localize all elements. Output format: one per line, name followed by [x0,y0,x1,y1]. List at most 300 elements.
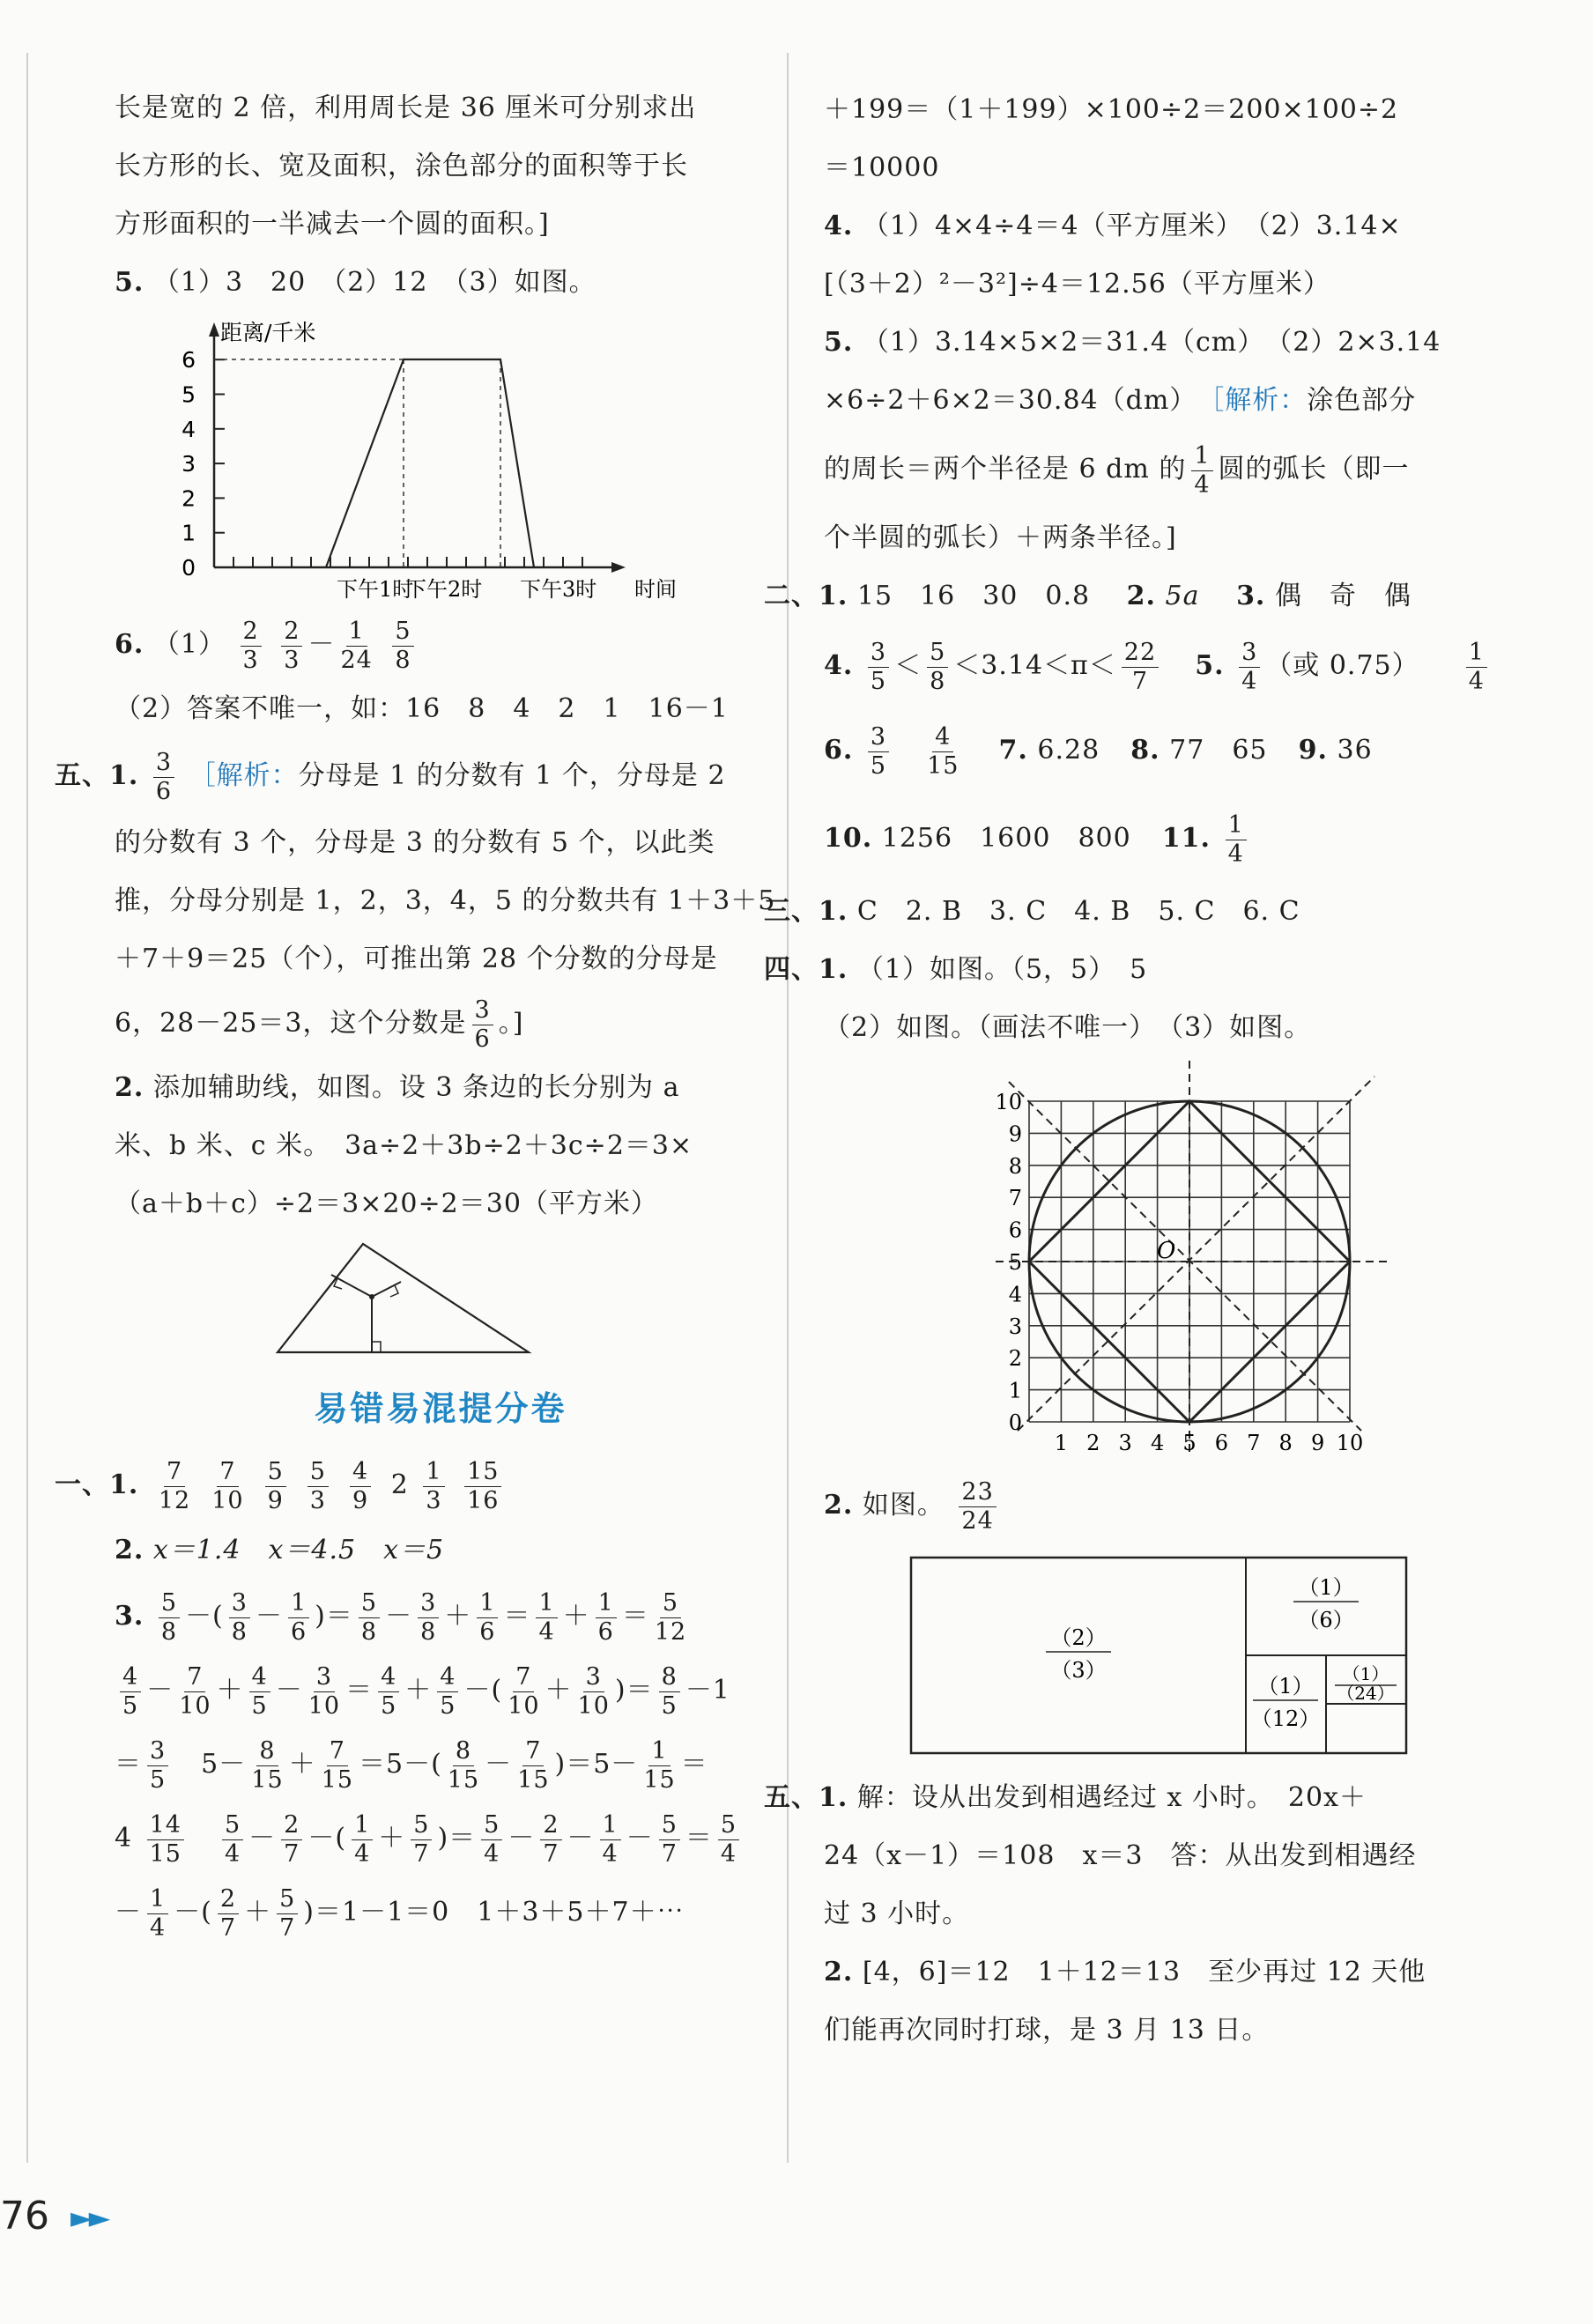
e5-line [764,1769,1542,1827]
text-span: 的周长＝两个半径是 6 dm 的 [824,454,1187,485]
numerator: 5 [481,1811,502,1840]
q-number: 2. [115,1535,144,1565]
numerator: 1 [536,1589,557,1618]
math-text: )＝ [437,1823,477,1854]
denominator: 15 [447,1765,480,1794]
denominator: 4 [354,1839,371,1868]
grid-y-label: 9 [1008,1121,1022,1147]
denominator: 24 [340,646,373,674]
math-text: － [255,1601,283,1632]
math-expression [115,1884,685,1942]
text-span: 解：设从出发到相遇经过 x 小时。 20x＋ [856,1782,1367,1813]
q-number: 10. [824,823,873,854]
text-span: 5a [1165,581,1227,611]
x-label-3: 下午3时 [520,577,597,602]
numerator: 8 [256,1737,278,1766]
fraction [1466,639,1487,696]
grid-circle-figure [824,1061,1542,1466]
numerator: 4 [378,1663,399,1692]
math-expression [153,1588,692,1646]
region-label: （1） [1298,1575,1354,1600]
q-number: 5. [1195,650,1225,681]
fraction [277,1885,298,1943]
math-expression [115,1810,745,1868]
numerator: 2 [281,618,302,647]
denominator: 8 [231,1617,248,1646]
denominator: 10 [508,1691,540,1720]
region-label: （6） [1298,1608,1354,1632]
left-column [55,79,776,1950]
y-tick-label: 0 [182,555,196,581]
fraction [868,639,889,696]
text-span: 6.28 [1037,735,1100,766]
text-line: 长方形的长、宽及面积，涂色部分的面积等于长 [115,151,688,181]
text-span: 6，28－25＝3，这个分数是 [115,1008,467,1039]
e2-line-2 [824,625,1542,707]
denominator: 5 [381,1691,397,1720]
numerator: 2 [241,618,262,647]
text-line: （2）答案不唯一，如：16 8 4 2 1 16－1 [115,693,729,724]
fraction [218,1885,239,1943]
math-text: ＝ [621,1601,649,1632]
denominator: 15 [251,1765,284,1794]
math-line [115,1802,767,1876]
text-line: 个半圆的弧长）＋两条半径。] [824,522,1177,553]
triangle-figure [115,1233,767,1366]
denominator: 7 [543,1839,559,1868]
x-label-2: 下午2时 [405,577,483,602]
minus-sign: － [307,629,336,660]
denominator: 24 [961,1506,994,1535]
denominator: 7 [279,1913,296,1942]
text-line: 的分数有 3 个，分母是 3 的分数有 5 个，以此类 [115,827,715,858]
fraction [120,1663,141,1721]
math-text: － [385,1601,413,1632]
grid-y-label: 8 [1008,1153,1022,1179]
math-expression [863,638,1164,695]
text-span: （1）如图。（5，5） 5 [856,954,1148,985]
math-text: ＋ [216,1675,244,1706]
text-line: [（3＋2）²－3²]÷4＝12.56（平方厘米） [824,269,1330,300]
math-text [894,735,922,766]
grid-y-label: 2 [1008,1346,1022,1372]
denominator: 5 [122,1691,139,1720]
number: 2 [390,1469,409,1500]
math-text: )＝ [315,1601,353,1632]
fraction [251,1737,283,1795]
text-line: ＝10000 [824,152,940,183]
fraction [477,1589,498,1647]
q5-line [115,254,767,312]
text-line: （2）如图。（画法不唯一） （3）如图。 [824,1012,1312,1043]
text-span: C 2. B 3. C 4. B 5. C 6. C [856,896,1300,927]
numerator: 5 [392,618,413,647]
numerator: 8 [453,1737,474,1766]
origin-label: O [1157,1238,1176,1264]
denominator: 15 [321,1765,353,1794]
fraction [659,1811,680,1869]
denominator: 8 [360,1617,378,1646]
math-text: ＝ [115,1749,142,1780]
denominator: 10 [179,1691,211,1720]
section-label: 四、1. [764,954,848,985]
fraction [350,1458,371,1515]
y3-line [115,1580,767,1654]
text-span: ×6÷2＋6×2＝30.84（dm） [824,385,1211,416]
text-span: 圆的弧长（即一 [1218,454,1410,485]
section-label: 五、1. [55,760,139,791]
q-number: 5. [115,267,144,298]
text-span: 1256 1600 800 [881,823,1131,854]
section-label: 二、1. [764,581,848,611]
fraction [536,1589,557,1647]
r4-line [824,197,1542,255]
denominator: 15 [517,1765,550,1794]
right-angle-mark [372,1342,381,1352]
math-text: － [485,1749,513,1780]
text-line: 方形面积的一半减去一个圆的面积。] [115,209,550,240]
numerator: 3 [229,1589,250,1618]
denominator: 5 [440,1691,456,1720]
text-span: 77 65 [1169,735,1268,766]
numerator: 23 [959,1478,996,1507]
math-text: ＝ [680,1749,708,1780]
region-label: （1） [1257,1674,1314,1699]
numerator: 3 [868,723,889,752]
numerator: 5 [718,1811,739,1840]
e2-line-4 [824,795,1542,883]
denominator: 6 [597,1617,614,1646]
text-line: 长是宽的 2 倍，利用周长是 36 厘米可分别求出 [115,93,697,123]
math-line [115,1728,767,1802]
denominator: 16 [467,1486,500,1514]
math-expression [863,722,965,780]
fraction [718,1811,739,1869]
fraction [437,1663,458,1721]
fraction [540,1811,561,1869]
numerator: 5 [307,1458,329,1487]
q-number: 9. [1298,735,1328,766]
section-label: 三、1. [764,896,848,927]
triangle [278,1244,529,1352]
r5-line [824,314,1542,372]
denominator: 4 [224,1839,241,1868]
numerator: 22 [1122,639,1159,668]
text-span: （1）3.14×5×2＝31.4（cm） （2）2×3.14 [862,327,1441,358]
math-text: －( [185,1601,224,1632]
r5-line-2 [824,372,1542,430]
math-text: ＋ [444,1601,472,1632]
numerator: 4 [437,1663,458,1692]
x-ticks [233,557,582,567]
fraction [578,1663,610,1721]
numerator: 1 [648,1737,670,1766]
denominator: 10 [577,1691,610,1720]
denominator: 6 [479,1617,496,1646]
denominator: 12 [158,1486,191,1514]
region-label: （3） [1050,1658,1107,1683]
denominator: 5 [870,667,887,695]
fraction [322,1737,353,1795]
s5-line-5 [115,988,767,1059]
denominator: 5 [870,751,887,780]
denominator: 4 [1241,667,1258,695]
numerator: 15 [464,1458,501,1487]
region-label: （24） [1337,1683,1395,1704]
y2-line [115,1521,767,1580]
fraction [147,1811,184,1869]
grid-y-label: 10 [995,1090,1022,1114]
denominator: 9 [352,1486,369,1514]
numerator: 1 [600,1811,621,1840]
fraction [159,1589,180,1647]
numerator: 1 [423,1458,444,1487]
grid-x-label: 9 [1310,1431,1325,1455]
text-line: 过 3 小时。 [824,1898,970,1929]
text-span: 15 16 30 0.8 [856,581,1118,611]
numerator: 7 [164,1458,185,1487]
grid-x-label: 2 [1086,1431,1100,1455]
numerator: 7 [522,1737,544,1766]
grid-x-label: 5 [1182,1431,1197,1455]
math-expression [1234,638,1419,695]
numerator: 2 [540,1811,561,1840]
fraction [281,618,302,675]
math-text: ＝5－( [359,1749,442,1780]
numerator: 3 [147,1737,168,1766]
denominator: 4 [1227,840,1244,868]
numerator: 1 [1226,811,1247,840]
fraction [868,723,889,781]
fraction [411,1811,432,1869]
right-column [764,81,1542,2060]
text-span: 分母是 1 的分数有 1 个，分母是 2 [298,760,726,791]
grid-x-label: 3 [1118,1431,1132,1455]
fraction [249,1663,270,1721]
text-span: 。] [498,1008,524,1039]
q-number: 6. [824,735,854,766]
q-number: 8. [1130,735,1160,766]
grid-y-label: 4 [1008,1282,1022,1307]
text-span: x＝1.4 x＝4.5 x＝5 [152,1535,445,1565]
numerator: 3 [1239,639,1260,668]
denominator: 5 [661,1691,678,1720]
denominator: 4 [150,1913,167,1942]
denominator: 4 [602,1839,619,1868]
y-axis-arrow [209,322,219,337]
fraction [655,1589,686,1647]
fraction [481,1811,502,1869]
q-number: 4. [824,650,854,681]
fraction [307,1458,329,1515]
y1-line [55,1449,767,1521]
fraction [222,1811,243,1869]
grid-y-label: 0 [1008,1410,1022,1435]
math-text: ＜ [894,650,922,681]
fraction [517,1737,549,1795]
denominator: 8 [395,646,411,674]
x-axis-arrow [611,562,626,573]
distance-time-graph [115,312,767,603]
q-number: 3. [115,1601,144,1632]
numerator: 4 [120,1663,141,1692]
text-line: （a＋b＋c）÷2＝3×20÷2＝30（平方米） [115,1188,658,1219]
math-line [115,1654,767,1728]
denominator: 9 [267,1486,284,1514]
grid-labels [995,1090,1363,1455]
numerator: 1 [1191,442,1212,471]
numerator: 7 [184,1663,205,1692]
math-text: － [248,1823,277,1854]
numerator: 7 [327,1737,348,1766]
left-margin-rule [26,53,28,2163]
numerator: 1 [477,1589,498,1618]
denominator: 4 [1468,667,1485,695]
denominator: 15 [643,1765,676,1794]
numerator: 5 [265,1458,286,1487]
denominator: 12 [654,1617,687,1646]
math-text: )＝1－1＝0 1＋3＋5＋7＋⋯ [303,1897,685,1928]
q-number: 7. [998,735,1028,766]
math-expression [1461,638,1493,695]
y-tick-label: 1 [182,520,196,546]
denominator: 6 [474,1025,491,1053]
numerator: 3 [153,749,174,778]
grid-x-label: 8 [1278,1431,1293,1455]
numerator: 1 [352,1811,373,1840]
grid-x-label: 10 [1336,1431,1364,1455]
q5-text: （1）3 20 （2）12 （3）如图。 [152,267,596,298]
y-ticks [182,347,225,581]
denominator: 7 [1131,667,1149,695]
math-expression [115,1736,708,1794]
fraction [288,1589,309,1647]
x-axis-label: 时间 [634,577,677,602]
numerator: 5 [277,1885,298,1914]
numerator: 4 [249,1663,270,1692]
fraction [352,1811,373,1869]
math-text: )＝ [614,1675,654,1706]
denominator: 3 [426,1486,442,1514]
grid-y-label: 1 [1008,1378,1022,1403]
denominator: 8 [420,1617,437,1646]
text-line: 米、b 米、c 米。 3a÷2＋3b÷2＋3c÷2＝3× [115,1130,693,1161]
fraction [464,1458,501,1515]
math-text: ＋ [288,1749,316,1780]
fraction [1226,811,1247,869]
fraction [423,1458,444,1515]
e4-line [764,941,1542,999]
math-text: ＋ [545,1675,573,1706]
e2-line-3 [824,707,1542,795]
denominator: 7 [413,1839,430,1868]
math-text: － [508,1823,536,1854]
fraction [448,1737,479,1795]
q-number: 2. [115,1072,144,1103]
x-label-1: 下午1时 [337,577,414,602]
fraction [179,1663,211,1721]
section-label: 一、1. [55,1469,139,1500]
fraction [281,1811,302,1869]
math-text: － [146,1675,174,1706]
text-line: 24（x－1）＝108 x＝3 答：从出发到相遇经 [824,1840,1417,1871]
denominator: 5 [150,1765,167,1794]
analysis-tag: ［解析： [189,760,299,791]
numerator: 2 [218,1885,239,1914]
page-arrow-icon: ►► [70,2201,107,2234]
denominator: 6 [155,777,173,805]
denominator: 3 [284,646,300,674]
fraction [596,1589,617,1647]
graph-ylabel: 距离/千米 [220,320,316,345]
text-line: 们能再次同时打球，是 3 月 13 日。 [824,2015,1270,2046]
s5q2-line [115,1059,767,1117]
fraction [959,1478,996,1536]
math-text: － [115,1897,142,1928]
text-span: [4，6]＝12 1＋12＝13 至少再过 12 天他 [862,1957,1426,1987]
diagonal-axis-1 [1018,1077,1374,1431]
text-line: 推，分母分别是 1，2，3，4，5 的分数共有 1＋3＋5 [115,885,776,916]
grid-x-label: 1 [1054,1431,1069,1455]
numerator: 5 [927,639,948,668]
fraction [378,1663,399,1721]
math-text: －1 [685,1675,730,1706]
numerator: 3 [418,1589,439,1618]
denominator: 15 [149,1839,182,1868]
numerator: 1 [596,1589,617,1618]
math-text: ＝ [345,1675,374,1706]
fraction [927,723,959,781]
q-number: 3. [1236,581,1266,611]
section-label: 五、1. [764,1782,848,1813]
fraction [472,996,493,1054]
numerator: 14 [147,1811,184,1840]
numerator: 7 [513,1663,534,1692]
y-tick-label: 3 [182,451,196,477]
numerator: 2 [281,1811,302,1840]
text-span: （1）4×4÷4＝4（平方厘米） （2）3.14× [862,211,1402,241]
q-number: 2. [824,1490,854,1521]
grid-y-label: 3 [1008,1314,1022,1339]
grid-y-label: 6 [1008,1218,1022,1243]
numerator: 5 [359,1589,380,1618]
numerator: 3 [314,1663,335,1692]
e3-line [764,883,1542,941]
fraction [600,1811,621,1869]
fraction [229,1589,250,1647]
numerator: 7 [217,1458,238,1487]
fraction [927,639,948,696]
denominator: 8 [930,667,946,695]
math-text: ＜3.14＜π＜ [953,650,1116,681]
grid-x-label: 6 [1214,1431,1229,1455]
y-tick-label: 6 [182,347,196,374]
math-text: － [626,1823,654,1854]
fraction [659,1663,680,1721]
e5q2-line [824,1943,1542,2002]
numerator: 1 [147,1885,168,1914]
grid-y-label: 5 [1008,1250,1022,1275]
math-text: ＋ [244,1897,272,1928]
fraction [359,1589,380,1647]
numerator: 3 [868,639,889,668]
math-text: ＝ [685,1823,713,1854]
denominator: 4 [484,1839,500,1868]
q-number: 6. [115,629,144,660]
numerator: 5 [659,1811,680,1840]
denominator: 7 [661,1839,678,1868]
analysis-tag: ［解析： [1211,385,1308,416]
